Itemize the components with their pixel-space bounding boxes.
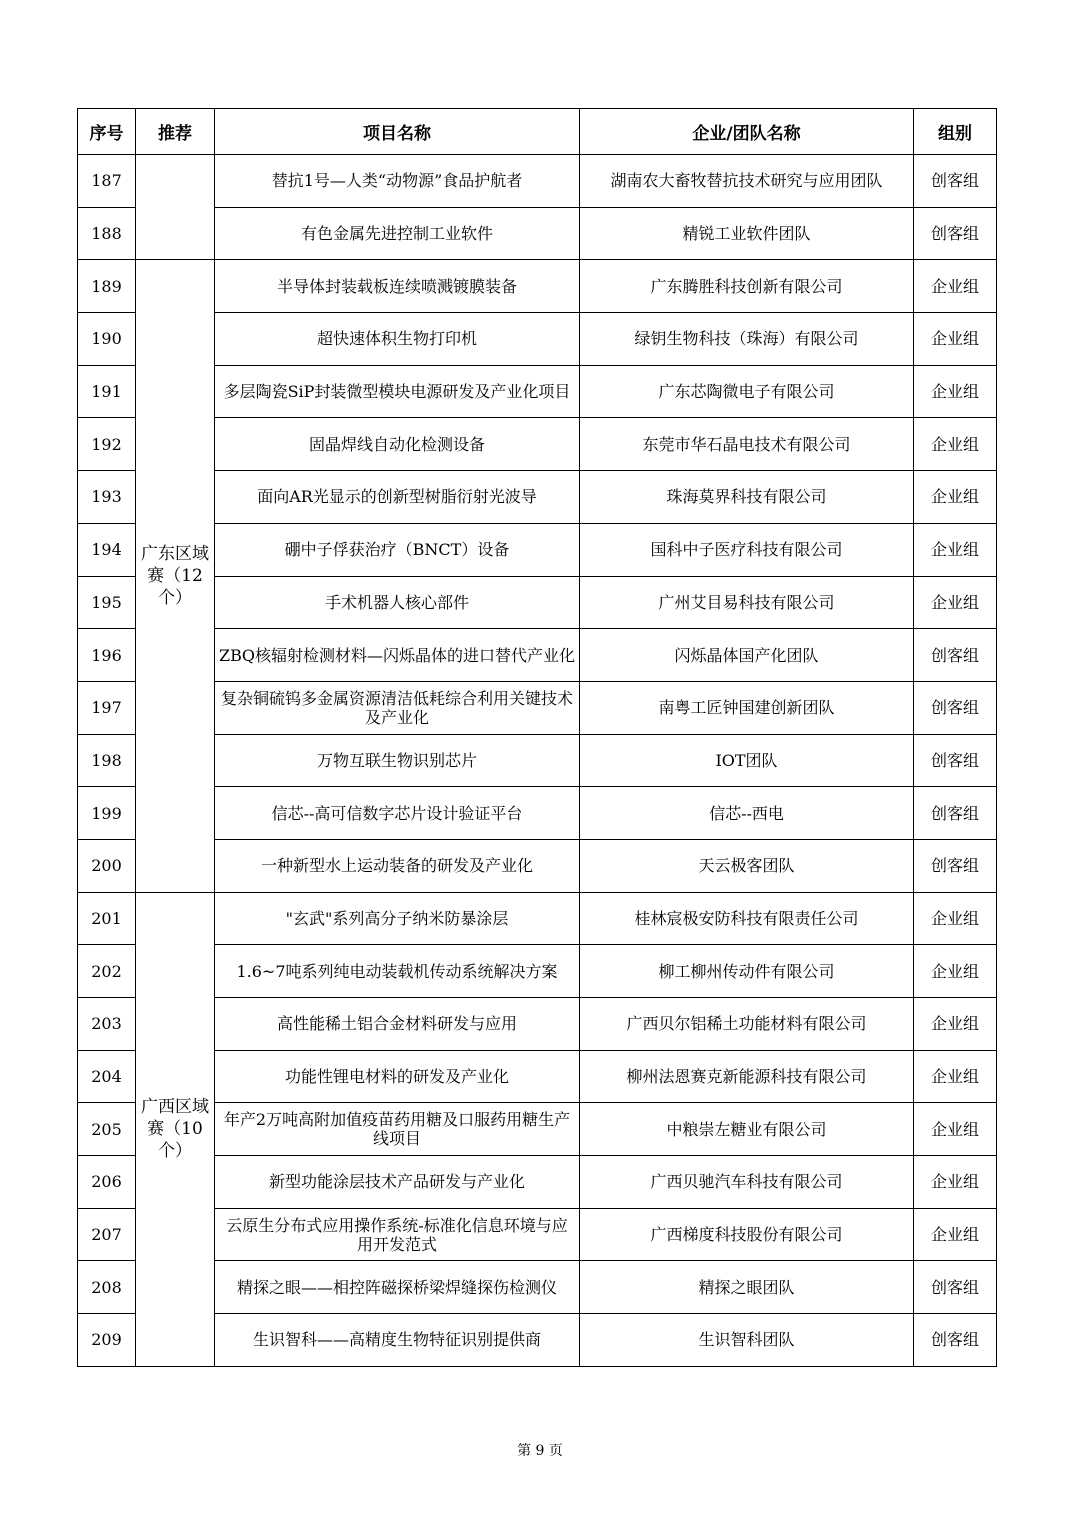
cell-seq: 197 <box>78 681 136 734</box>
cell-group: 企业组 <box>914 313 997 366</box>
cell-project: 手术机器人核心部件 <box>215 576 580 629</box>
cell-group: 创客组 <box>914 1261 997 1314</box>
cell-project: 功能性锂电材料的研发及产业化 <box>215 1050 580 1103</box>
cell-seq: 198 <box>78 734 136 787</box>
cell-project: 精探之眼——相控阵磁探桥梁焊缝探伤检测仪 <box>215 1261 580 1314</box>
cell-org: 精锐工业软件团队 <box>580 207 914 260</box>
table-row <box>78 418 997 471</box>
cell-org: 国科中子医疗科技有限公司 <box>580 523 914 576</box>
cell-project: 有色金属先进控制工业软件 <box>215 207 580 260</box>
cell-group: 创客组 <box>914 1314 997 1367</box>
header-recommend: 推荐 <box>136 109 215 155</box>
table-row <box>78 681 997 734</box>
cell-project: 云原生分布式应用操作系统-标准化信息环境与应用开发范式 <box>215 1208 580 1261</box>
cell-seq: 205 <box>78 1103 136 1156</box>
cell-seq: 190 <box>78 313 136 366</box>
cell-project: 多层陶瓷SiP封装微型模块电源研发及产业化项目 <box>215 365 580 418</box>
cell-group: 创客组 <box>914 207 997 260</box>
cell-org: 桂林宸极安防科技有限责任公司 <box>580 892 914 945</box>
cell-group: 企业组 <box>914 998 997 1051</box>
cell-project: 万物互联生物识别芯片 <box>215 734 580 787</box>
cell-group: 企业组 <box>914 1156 997 1209</box>
table-row <box>78 1103 997 1156</box>
cell-org: 绿钥生物科技（珠海）有限公司 <box>580 313 914 366</box>
cell-project: 面向AR光显示的创新型树脂衍射光波导 <box>215 471 580 524</box>
cell-seq: 194 <box>78 523 136 576</box>
table-row <box>78 1261 997 1314</box>
cell-seq: 208 <box>78 1261 136 1314</box>
table-row <box>78 523 997 576</box>
table-row <box>78 998 997 1051</box>
cell-org: 广西贝尔铝稀土功能材料有限公司 <box>580 998 914 1051</box>
table-header-row <box>78 109 997 155</box>
table-row <box>78 155 997 208</box>
table-row <box>78 1314 997 1367</box>
table-row <box>78 471 997 524</box>
cell-group: 企业组 <box>914 365 997 418</box>
cell-seq: 193 <box>78 471 136 524</box>
cell-group: 企业组 <box>914 260 997 313</box>
cell-project: 1.6~7吨系列纯电动装载机传动系统解决方案 <box>215 945 580 998</box>
cell-seq: 203 <box>78 998 136 1051</box>
cell-org: 广州艾目易科技有限公司 <box>580 576 914 629</box>
cell-seq: 192 <box>78 418 136 471</box>
cell-org: 生识智科团队 <box>580 1314 914 1367</box>
cell-org: 广东腾胜科技创新有限公司 <box>580 260 914 313</box>
cell-group: 企业组 <box>914 1050 997 1103</box>
cell-project: 年产2万吨高附加值疫苗药用糖及口服药用糖生产线项目 <box>215 1103 580 1156</box>
cell-project: 一种新型水上运动装备的研发及产业化 <box>215 839 580 892</box>
cell-project: 半导体封装载板连续喷溅镀膜装备 <box>215 260 580 313</box>
cell-org: 中粮崇左糖业有限公司 <box>580 1103 914 1156</box>
cell-seq: 188 <box>78 207 136 260</box>
cell-org: 广西梯度科技股份有限公司 <box>580 1208 914 1261</box>
cell-org: 广西贝驰汽车科技有限公司 <box>580 1156 914 1209</box>
header-org: 企业/团队名称 <box>580 109 914 155</box>
cell-group: 企业组 <box>914 1208 997 1261</box>
cell-project: 替抗1号—人类“动物源”食品护航者 <box>215 155 580 208</box>
table-row <box>78 207 997 260</box>
cell-group: 企业组 <box>914 576 997 629</box>
cell-group: 企业组 <box>914 945 997 998</box>
cell-recommend: 广东区域赛（12个） <box>136 260 215 892</box>
table-body <box>78 155 997 1367</box>
page-number: 第 9 页 <box>517 1443 563 1459</box>
cell-seq: 187 <box>78 155 136 208</box>
cell-org: 柳工柳州传动件有限公司 <box>580 945 914 998</box>
cell-org: 天云极客团队 <box>580 839 914 892</box>
cell-org: 信芯--西电 <box>580 787 914 840</box>
header-project: 项目名称 <box>215 109 580 155</box>
cell-seq: 202 <box>78 945 136 998</box>
table-row <box>78 1208 997 1261</box>
project-list-table <box>77 108 997 1367</box>
table-row <box>78 839 997 892</box>
cell-recommend: 广西区域赛（10个） <box>136 892 215 1366</box>
cell-org: 珠海莫界科技有限公司 <box>580 471 914 524</box>
cell-project: 高性能稀土铝合金材料研发与应用 <box>215 998 580 1051</box>
table-row <box>78 629 997 682</box>
cell-seq: 200 <box>78 839 136 892</box>
cell-seq: 209 <box>78 1314 136 1367</box>
cell-group: 创客组 <box>914 629 997 682</box>
table-row <box>78 576 997 629</box>
cell-seq: 207 <box>78 1208 136 1261</box>
cell-project: "玄武"系列高分子纳米防暴涂层 <box>215 892 580 945</box>
cell-group: 企业组 <box>914 523 997 576</box>
table-row <box>78 787 997 840</box>
table-row <box>78 365 997 418</box>
table-row <box>78 1156 997 1209</box>
cell-seq: 196 <box>78 629 136 682</box>
cell-org: 柳州法恩赛克新能源科技有限公司 <box>580 1050 914 1103</box>
table-row <box>78 260 997 313</box>
cell-group: 企业组 <box>914 892 997 945</box>
cell-recommend <box>136 155 215 260</box>
table-row <box>78 945 997 998</box>
cell-group: 创客组 <box>914 681 997 734</box>
cell-project: 新型功能涂层技术产品研发与产业化 <box>215 1156 580 1209</box>
cell-seq: 201 <box>78 892 136 945</box>
cell-org: 湖南农大畜牧替抗技术研究与应用团队 <box>580 155 914 208</box>
cell-group: 企业组 <box>914 1103 997 1156</box>
cell-seq: 191 <box>78 365 136 418</box>
header-seq: 序号 <box>78 109 136 155</box>
cell-group: 创客组 <box>914 787 997 840</box>
cell-group: 创客组 <box>914 734 997 787</box>
cell-org: 南粤工匠钟国建创新团队 <box>580 681 914 734</box>
cell-org: 东莞市华石晶电技术有限公司 <box>580 418 914 471</box>
cell-org: 闪烁晶体国产化团队 <box>580 629 914 682</box>
cell-project: 硼中子俘获治疗（BNCT）设备 <box>215 523 580 576</box>
table-row <box>78 1050 997 1103</box>
cell-org: 精探之眼团队 <box>580 1261 914 1314</box>
cell-group: 企业组 <box>914 418 997 471</box>
cell-org: IOT团队 <box>580 734 914 787</box>
cell-seq: 206 <box>78 1156 136 1209</box>
table-row <box>78 892 997 945</box>
cell-group: 创客组 <box>914 839 997 892</box>
header-group: 组别 <box>914 109 997 155</box>
cell-org: 广东芯陶微电子有限公司 <box>580 365 914 418</box>
cell-project: 信芯--高可信数字芯片设计验证平台 <box>215 787 580 840</box>
table-row <box>78 313 997 366</box>
cell-project: 生识智科——高精度生物特征识别提供商 <box>215 1314 580 1367</box>
cell-seq: 189 <box>78 260 136 313</box>
cell-project: 复杂铜硫钨多金属资源清洁低耗综合利用关键技术及产业化 <box>215 681 580 734</box>
cell-seq: 199 <box>78 787 136 840</box>
cell-group: 创客组 <box>914 155 997 208</box>
table-row <box>78 734 997 787</box>
cell-project: 固晶焊线自动化检测设备 <box>215 418 580 471</box>
cell-project: 超快速体积生物打印机 <box>215 313 580 366</box>
cell-seq: 204 <box>78 1050 136 1103</box>
cell-group: 企业组 <box>914 471 997 524</box>
cell-seq: 195 <box>78 576 136 629</box>
cell-project: ZBQ核辐射检测材料—闪烁晶体的进口替代产业化 <box>215 629 580 682</box>
